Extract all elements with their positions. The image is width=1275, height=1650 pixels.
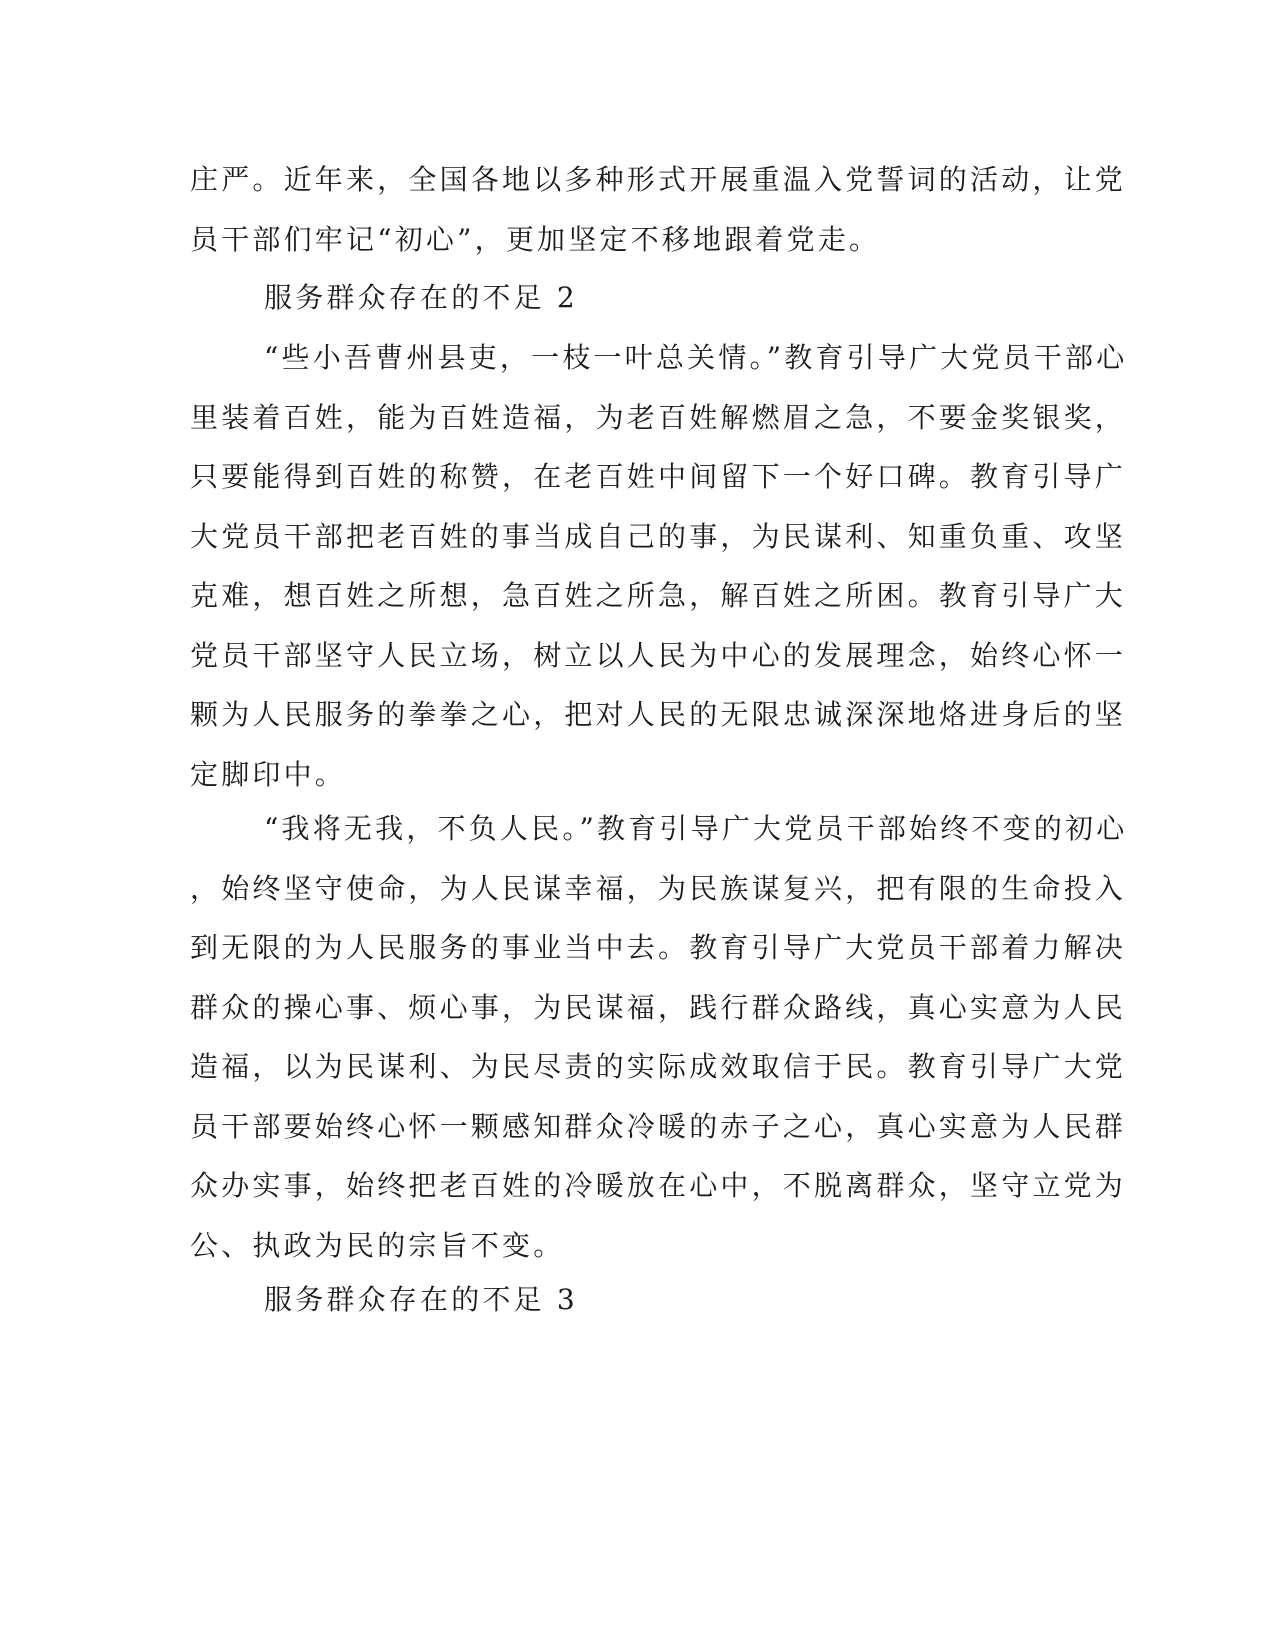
section-heading-3: 服务群众存在的不足 3	[264, 1283, 578, 1316]
text-line: 员干部们牢记“初心”，更加坚定不移地跟着党走。	[190, 223, 881, 256]
text-line: 造福，以为民谋利、为民尽责的实际成效取信于民。教育引导广大党	[190, 1050, 1127, 1083]
text-line: 群众的操心事、烦心事，为民谋福，践行群众路线，真心实意为人民	[190, 991, 1127, 1024]
text-line: “我将无我，不负人民。”教育引导广大党员干部始终不变的初心	[264, 812, 1128, 845]
section-heading-2: 服务群众存在的不足 2	[264, 281, 578, 314]
text-line: 党员干部坚守人民立场，树立以人民为中心的发展理念，始终心怀一	[190, 639, 1127, 672]
text-line: 庄严。近年来，全国各地以多种形式开展重温入党誓词的活动，让党	[190, 163, 1127, 196]
text-line: 颗为人民服务的拳拳之心，把对人民的无限忠诚深深地烙进身后的坚	[190, 698, 1127, 731]
text-line: 众办实事，始终把老百姓的冷暖放在心中，不脱离群众，坚守立党为	[190, 1169, 1127, 1202]
text-line: ，始终坚守使命，为人民谋幸福，为民族谋复兴，把有限的生命投入	[190, 872, 1127, 905]
text-line: 定脚印中。	[190, 758, 347, 791]
text-line: 只要能得到百姓的称赞，在老百姓中间留下一个好口碑。教育引导广	[190, 460, 1127, 493]
text-line: 大党员干部把老百姓的事当成自己的事，为民谋利、知重负重、攻坚	[190, 520, 1127, 553]
text-line: 克难，想百姓之所想，急百姓之所急，解百姓之所困。教育引导广大	[190, 579, 1127, 612]
text-line: 里装着百姓，能为百姓造福，为老百姓解燃眉之急，不要金奖银奖，	[190, 401, 1127, 434]
text-line: 员干部要始终心怀一颗感知群众冷暖的赤子之心，真心实意为人民群	[190, 1110, 1127, 1143]
text-line: “些小吾曹州县吏，一枝一叶总关情。”教育引导广大党员干部心	[264, 341, 1128, 374]
text-line: 到无限的为人民服务的事业当中去。教育引导广大党员干部着力解决	[190, 931, 1127, 964]
text-line: 公、执政为民的宗旨不变。	[190, 1229, 565, 1262]
